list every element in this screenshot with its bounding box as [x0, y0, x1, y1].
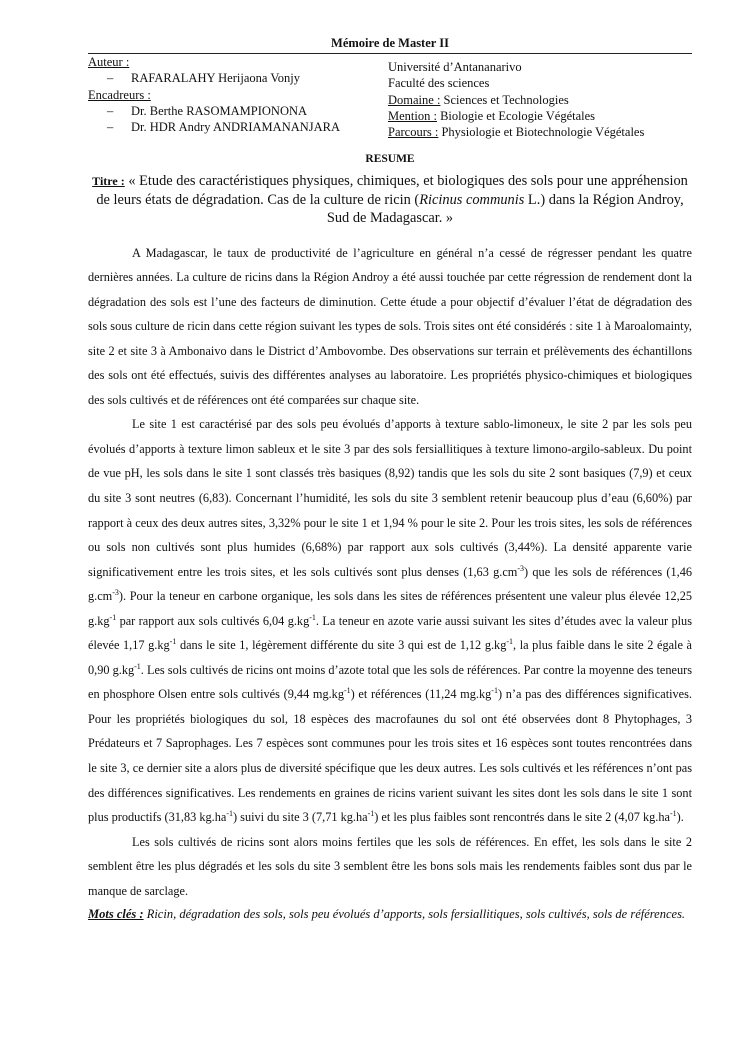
species-name: Ricinus communis — [419, 191, 525, 208]
superscript: -1 — [343, 686, 351, 696]
university: Université d’Antananarivo — [388, 60, 522, 74]
supervisors-label: Encadreurs : — [88, 87, 151, 102]
text-run: , la plus faible dans le site 2 égale à 0,90 g.kg — [88, 638, 692, 677]
paragraph-2 — [88, 412, 692, 829]
superscript: -1 — [367, 808, 375, 818]
title-label: Titre : — [92, 174, 125, 188]
institution-info — [388, 59, 698, 140]
text-run: . Les sols cultivés de ricins ont moins d’azote total que les sols de références. Par contre la moyenne des teneurs en phosphore Olsen entre sols cultivés (9,44 mg.kg — [88, 662, 692, 702]
dash-bullet: – — [107, 103, 114, 118]
header-title: Mémoire de Master II — [331, 36, 449, 50]
faculty: Faculté des sciences — [388, 76, 490, 91]
superscript: -1 — [169, 637, 177, 647]
resume-heading: RESUME — [365, 153, 415, 165]
paragraph-3: Les sols cultivés de ricins sont alors moins fertiles que les sols de références. En effet, les sols dans le site 2 semblent être les plus dégradés et les sols du site 3 semblent être les bons sols mais les rendements faibles sont dus par le manque de sarclage. — [88, 834, 692, 898]
title-part-2: L.) dans la Région Androy, Sud de Madagascar. » — [326, 191, 684, 226]
domain-value: Sciences et Technologies — [440, 92, 569, 107]
mention-value: Biologie et Ecologie Végétales — [436, 108, 596, 123]
keywords-text: Ricin, dégradation des sols, sols peu évolués d’apports, sols fersiallitiques, sols cultivés, sols de références. — [143, 907, 686, 922]
keywords — [88, 907, 692, 923]
paragraph-1: A Madagascar, le taux de productivité de l’agriculture en général n’a cessé de régresser pendant les quatre dernières années. La culture de ricins dans la Région Androy a été aussi touchée par cette régression de rendement dont la dégradation des sols est l’une des facteurs de diminution. Cette étude a pour objectif d’évaluer l’état de dégradation des sols sous culture de ricin dans cette région suivant les types de sols. Trois sites ont été considérés : site 1 à Maroalomainty, site 2 et site 3 à Ambonaivo dans le District d’Ambovombe. Des observations sur terrain et prélèvements des échantillons des sols ont été effectués, suivis des différentes analyses au laboratoire. Les propriétés physico-chimiques et biologiques des sols cultivés et de références ont été comparées sur chaque site. — [88, 245, 692, 407]
author-label: Auteur : — [88, 55, 130, 69]
text-run: ) et les plus faibles sont rencontrés dans le site 2 (4,07 kg.ha — [374, 810, 670, 825]
text-run: ). Pour la teneur en carbone organique, les sols dans les sites de références présentent une valeur plus élevée 12,25 g.kg — [88, 589, 692, 628]
superscript: -1 — [226, 808, 233, 818]
superscript: -1 — [109, 612, 117, 622]
text-run: dans le site 1, légèrement différente du site 3 qui est de 1,12 g.kg — [176, 638, 507, 653]
superscript: -1 — [506, 637, 514, 647]
text-run: ) et références (11,24 mg.kg — [350, 687, 492, 702]
text-run: Le site 1 est caractérisé par des sols peu évolués d’apports à texture sablo-limoneux, le site 2 par les sols peu évolués d’apports à texture limon sableux et le site 3 par des sols fersiallitiques à texture limono-argilo-sableux. Du point de vue pH, les sols dans le site 1 sont classés très basiques (8,92) tandis que les sols du site 2 sont basiques (7,9) et ceux du site 3 sont neutres (6,83). Concernant l’humidité, les sols du site 3 semblent retenir beaucoup plus d’eau (6,60%) par rapport à ceux des deux autres sites, 3,32% pour le site 1 et 1,94 % pour le site 2. Pour les trois sites, les sols de références ou sols non cultivés sont plus humides (6,68%) par rapport aux sols cultivés (3,44%). La densité apparente varie significativement entre les trois sites, et les sols cultivés sont plus denses (1,63 g.cm — [88, 417, 692, 579]
text-run: ). — [676, 810, 684, 825]
title-part-1: « Etude des caractéristiques physiques, chimiques, et biologiques des sols pour une appréhension de leurs états de dégradation. Cas de la culture de ricin ( — [96, 173, 688, 208]
text-run: ) que les sols de références (1,46 g.cm — [88, 564, 692, 604]
page — [88, 36, 692, 923]
supervisor-1: Dr. Berthe RASOMAMPIONONA — [131, 103, 308, 118]
mention-label: Mention : — [388, 108, 437, 123]
text-run: ) suivi du site 3 (7,71 kg.ha — [233, 810, 368, 825]
text-run: ) n’a pas des différences significatives. Pour les propriétés biologiques du sol, 18 espèces des macrofaunes du sol ont été observées dont 8 Phytophages, 3 Prédateurs et 7 Saprophages. Les 7 espèces sont communes pour les trois sites et 16 espèces sont toutes rencontrées dans le site 3, ce dernier site a alors plus de diversité spécifique que les deux autres. Les sols cultivés et les références n’ont pas des différences significatives. Les rendements en graines de ricins varient suivant les sites dont les sols dans le site 1 sont plus productifs (31,83 kg.ha — [88, 687, 692, 825]
info-block — [88, 54, 692, 150]
dash-bullet: – — [107, 71, 114, 86]
thesis-title — [88, 172, 692, 228]
text-run: par rapport aux sols cultivés 6,04 g.kg — [116, 613, 310, 628]
text-run: . La teneur en azote varie aussi suivant les sites d’études avec la valeur plus élevée 1,17 g.kg — [88, 613, 692, 653]
superscript: -1 — [309, 612, 316, 622]
superscript: -1 — [670, 808, 677, 818]
domain-label: Domaine : — [388, 92, 441, 107]
superscript: -1 — [134, 661, 141, 671]
superscript: -1 — [491, 686, 498, 696]
supervisor-2: Dr. HDR Andry ANDRIAMANANJARA — [131, 120, 341, 135]
parcours-value: Physiologie et Biotechnologie Végétales — [438, 125, 645, 140]
keywords-label: Mots clés : — [88, 907, 144, 922]
abstract-body — [88, 241, 692, 904]
superscript: -3 — [112, 588, 119, 598]
dash-bullet: – — [107, 120, 114, 135]
author-supervisors — [88, 54, 388, 135]
superscript: -3 — [517, 563, 525, 573]
author-name: RAFARALAHY Herijaona Vonjy — [131, 71, 300, 86]
parcours-label: Parcours : — [388, 125, 439, 140]
